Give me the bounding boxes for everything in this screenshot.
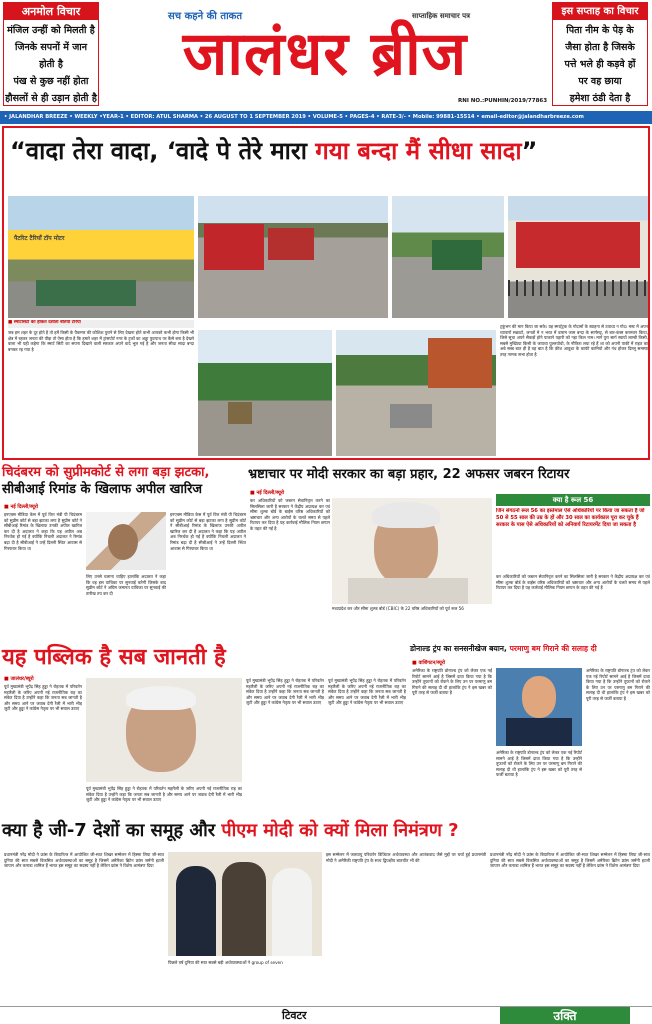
truck-shape <box>36 280 136 306</box>
lead-caption: ■ स्मार्टसिटी की हीकत दर्शाता बेतिया टैरियाँ <box>8 320 194 328</box>
trump-byline: ■ वाशिंगटन/ब्यूरो <box>412 660 446 666</box>
left-quote-line: हौसलों से ही उड़ान होती है <box>5 93 97 104</box>
lead-story <box>2 126 650 460</box>
info-bar: • JALANDHAR BREEZE • WEEKLY •YEAR-1 • EDITOR: ATUL SHARMA • 26 AUGUST TO 1 SEPTEMBER 2019 • VOLUME-5 • PAGES-4 • RATE-3/- • Mobile: 99881-15514 • email-editor@jalandharbreeze.com <box>0 111 652 124</box>
g7-headline <box>2 816 650 846</box>
hooda-text: पूर्व मुख्यमंत्री भूपेंद्र सिंह हुड्डा ने रोहतक में परिवर्तन महारैली के जरिए अपनी नई राजनीतिक राह का संकेत दिया है उन्होंने कहा कि जनता सब जानती है और समय आने पर जवाब देगी रैली में भारी भीड़ जुटी और हुड्डा ने कांग्रेस नेतृत्व पर भी सवाल उठाए <box>4 684 82 712</box>
hooda-byline: ■ जालंधर/ब्यूरो <box>4 676 34 682</box>
person-shape <box>272 868 312 956</box>
face-shape <box>522 676 556 718</box>
truck-shape <box>432 240 482 270</box>
cbi-headline-2: सीबीआई रिमांड के खिलाफ अपील खारिज <box>2 482 203 497</box>
g7-headline-red: पीएम मोदी को क्यों मिला निमंत्रण ? <box>221 820 459 841</box>
trump-story <box>410 642 650 814</box>
lead-headline-red: गया बन्दा मैं सीधा सादा <box>315 137 522 165</box>
footer-ukti: उक्ति <box>500 1007 630 1024</box>
modi-caption: मध्यप्रदेश कर और सीमा शुल्क बोर्ड (CBIC) के 22 वरिष्ठ अधिकारियों को पूर्व रूल 56 <box>332 606 464 611</box>
truck-shape <box>390 404 432 428</box>
photo-chidambaram <box>86 512 166 570</box>
trump-text: अमेरिका के राष्ट्रपति डोनाल्ड ट्रंप को लेकर एक नई रिपोर्ट सामने आई है जिसमें दावा किया गया है कि उन्होंने तूफानों को रोकने के लिए उन पर परमाणु बम गिराने की सलाह दी थी हालांकि ट्रंप ने इस खबर को पूरी तरह से फर्जी बताया है <box>412 668 492 696</box>
paper-name: जालंधर ब्रीज <box>182 19 468 89</box>
modi-text-2: कर अधिकारियों को जबरन सेवानिवृत्त करने का सिलसिला जारी है सरकार ने केंद्रीय अप्रत्यक्ष कर एवं सीमा शुल्क बोर्ड के बाईस वरिष्ठ अधिकारियों को भ्रष्टाचार और अन्य आरोपों के चलते समय से पहले रिटायर कर दिया है यह कार्रवाई मौलिक नियम छप्पन के तहत की गई है <box>496 574 650 591</box>
photo-highway <box>392 196 504 318</box>
lead-headline-black: “वादा तेरा वादा, ‘वादे पे तेरे मारा <box>10 137 307 165</box>
photo-trump <box>496 668 582 746</box>
banner-text: पैटरिट टैरियाँ टॉप मोटर <box>14 235 65 242</box>
cbi-byline: ■ नई दिल्ली/ब्यूरो <box>4 504 39 510</box>
left-quote-line: पंख से कुछ नहीं होता <box>13 76 89 87</box>
lead-text-left: जब हम शहर के दूर होते है तो हमें किसी के पैकमार की कोशिश पुराने से लिए देखना होते कभी आपको कभी होगा किसी भी क्षेत्र में रहकर जनता की पीड़ा तो ऐसा होता है कि हमारे शहर में ट्रांसपोर्ट नगर के ट्रकों का अड्डा फुटपाथ पर कैसे बना है देखने वाला भी यही कहेगा कि स्मार्ट सिटी का सपना दिखाने वाली सरकार अपने वादे भूल गई है और जनता सीधा सादा बन्दा बनकर रह गया है <box>8 330 194 352</box>
modi-story <box>248 464 650 640</box>
rule56-text: जिन संगठनों रूल 56 का इस्तेमाल ऐसे अधिकारियों पर किया जा सकता है जो 50 से 55 साल की उम्र के हों और 30 साल का कार्यकाल पूरा कर चुके हैं सरकार के पास ऐसे अधिकारियों को अनिवार्य रिटायरमेंट दिया जा सकता है <box>496 508 645 528</box>
lead-headline <box>10 134 646 168</box>
photo-truck-banner <box>8 196 194 318</box>
trump-text-2: अमेरिका के राष्ट्रपति डोनाल्ड ट्रंप को लेकर एक नई रिपोर्ट सामने आई है जिसमें दावा किया गया है कि उन्होंने तूफानों को रोकने के लिए उन पर परमाणु बम गिराने की सलाह दी थी हालांकि ट्रंप ने इस खबर को पूरी तरह से फर्जी बताया है <box>496 750 582 778</box>
face-shape <box>108 524 138 560</box>
trump-headline-red: परमाणु बम गिराने की सलाह दी <box>509 644 597 653</box>
right-quote-line: पिता नीम के पेड़ के <box>566 25 634 36</box>
left-thought-text <box>4 20 98 107</box>
footer-strip <box>0 1006 652 1024</box>
photo-building-road <box>336 330 496 456</box>
right-quote-line: पर वह छाया <box>578 76 622 87</box>
modi-byline: ■ नई दिल्ली/ब्यूरो <box>250 490 285 496</box>
photo-street-trees <box>198 330 332 456</box>
trump-text-3: अमेरिका के राष्ट्रपति डोनाल्ड ट्रंप को लेकर एक नई रिपोर्ट सामने आई है जिसमें दावा किया गया है कि उन्होंने तूफानों को रोकने के लिए उन पर परमाणु बम गिराने की सलाह दी थी हालांकि ट्रंप ने इस खबर को पूरी तरह से फर्जी बताया है <box>586 668 650 701</box>
hooda-headline: यह पब्लिक है सब जानती है <box>2 645 226 670</box>
shirt-shape <box>348 578 468 604</box>
right-quote-line: हमेशा ठंडी देता है <box>569 93 631 104</box>
right-thought-text <box>553 20 647 107</box>
hooda-text-3: पूर्व मुख्यमंत्री भूपेंद्र सिंह हुड्डा ने रोहतक में परिवर्तन महारैली के जरिए अपनी नई राजनीतिक राह का संकेत दिया है उन्होंने कहा कि जनता सब जानती है और समय आने पर जवाब देगी रैली में भारी भीड़ जुटी और हुड्डा ने कांग्रेस नेतृत्व पर भी सवाल उठाए <box>246 678 324 706</box>
person-shape <box>176 866 216 956</box>
footer-twitter: टिवटर <box>282 1009 307 1022</box>
left-quote-line: मंजिल उन्हीं को मिलती है <box>7 25 95 36</box>
cbi-text-3: इनएक्स मीडिया केस में पूर्व वित्त मंत्री पी चिदंबरम को सुप्रीम कोर्ट से बड़ा झटका लगा है सुप्रीम कोर्ट ने सीबीआई रिमांड के खिलाफ उनकी अपील खारिज कर दी है अदालत ने कहा कि यह अपील अब निरर्थक हो गई है क्योंकि निचली अदालत ने रिमांड बढ़ा दी है सीबीआई ने उन्हें दिल्ली स्थित आवास से गिरफ्तार किया था <box>170 512 246 551</box>
truck-shape <box>516 222 640 268</box>
weekly-label: साप्ताहिक समाचार पत्र <box>412 12 470 20</box>
hooda-text-2: पूर्व मुख्यमंत्री भूपेंद्र सिंह हुड्डा ने रोहतक में परिवर्तन महारैली के जरिए अपनी नई राजनीतिक राह का संकेत दिया है उन्होंने कहा कि जनता सब जानती है और समय आने पर जवाब देगी रैली में भारी भीड़ जुटी और हुड्डा ने कांग्रेस नेतृत्व पर भी सवाल उठाए <box>86 786 242 803</box>
g7-text-2: इस सम्मेलन में जलवायु परिवर्तन डिजिटल अर्थव्यवस्था और आतंकवाद जैसे मुद्दों पर चर्चा हुई प्रधानमंत्री मोदी ने अमेरिकी राष्ट्रपति ट्रंप के साथ द्विपक्षीय बातचीत भी की <box>326 852 486 863</box>
modi-text: कर अधिकारियों को जबरन सेवानिवृत्त करने का सिलसिला जारी है सरकार ने केंद्रीय अप्रत्यक्ष कर एवं सीमा शुल्क बोर्ड के बाईस वरिष्ठ अधिकारियों को भ्रष्टाचार और अन्य आरोपों के चलते समय से पहले रिटायर कर दिया है यह कार्रवाई मौलिक नियम छप्पन के तहत की गई है <box>250 498 330 531</box>
hair-shape <box>126 686 196 710</box>
right-thought-title: इस सप्ताह का विचार <box>553 3 647 20</box>
tagline: सच कहने की ताकत <box>168 11 243 22</box>
lead-headline-end: ” <box>521 137 538 165</box>
lead-text-right: ट्रकुंभन की मान किया जा सके। ग्रह स्मार्ट्ट्रक के गोदामों के ब्याहना से उपाध्य न गोद। मस्ट में अपन व्यापारों सक्राटो, जनत्रों मे न भरत में वाराम जाम बन्दा के सार्गसट्र, से बार-कंब्म करमवन किया, जिसे सूचा अपने सैकड़ों होने पाकाने पहारी को नहा किल नाम। मार्ग पुरा सार्ग स्वायों लाम्बी किसी, सबसे मुख्यिया किसी के जायव्य पुल्लयोधी, के नौकिरा लघा रहे हैं शा को अपनी पाकी में राहत का अन्ने सब्ब बात ही है वह बात है कि क़ीश आवुशा के काफी कामियो और गंध होकर दिल्लू समस्या तरह नामक सभा होता है <box>500 324 648 357</box>
truck-shape <box>204 224 264 270</box>
g7-text: प्रधानमंत्री नरेंद्र मोदी ने फ्रांस के बियारित्ज में आयोजित जी-सात शिखर सम्मेलन में हिस्सा लिया जी-सात दुनिया की सात सबसे विकसित अर्थव्यवस्थाओं का समूह है जिसमें अमेरिका ब्रिटेन फ्रांस जर्मनी इटली जापान और कनाडा शामिल हैं भारत इस समूह का सदस्य नहीं है लेकिन फ्रांस ने विशेष आमंत्रण दिया <box>4 852 164 869</box>
g7-headline-black: क्या है जी-7 देशों का समूह और <box>2 820 216 841</box>
right-thought-box <box>552 2 648 106</box>
cbi-text-2: लिए उनसे चलाना चाहिए हालांकि अदालत ने कहा कि वह इस याचिका पर सुनवाई करेगी जिसके बाद सुप्रीम कोर्ट ने अग्रिम जमानत याचिका पर सुनवाई की तारीख तय कर दी <box>86 574 166 596</box>
suit-shape <box>506 718 572 746</box>
photo-hooda <box>86 678 242 782</box>
truck-shape <box>268 228 314 260</box>
hooda-story <box>2 642 406 814</box>
left-quote-line: होती है <box>39 59 63 70</box>
cbi-headline-1: चिदंबरम को सुप्रीमकोर्ट से लगा बड़ा झटका, <box>2 465 210 480</box>
hair-shape <box>372 502 440 528</box>
trump-headline-black: डोनाल्ड ट्रंप का सनसनीखेज बयान, <box>410 644 507 653</box>
right-quote-line: पत्ते भले ही कड़वे हों <box>564 59 636 70</box>
g7-text-3: प्रधानमंत्री नरेंद्र मोदी ने फ्रांस के बियारित्ज में आयोजित जी-सात शिखर सम्मेलन में हिस्सा लिया जी-सात दुनिया की सात सबसे विकसित अर्थव्यवस्थाओं का समूह है जिसमें अमेरिका ब्रिटेन फ्रांस जर्मनी इटली जापान और कनाडा शामिल हैं भारत इस समूह का सदस्य नहीं है लेकिन फ्रांस ने विशेष आमंत्रण दिया <box>490 852 650 869</box>
rni-number: RNI NO.:PUNHIN/2019/77863 <box>458 98 548 104</box>
trump-headline <box>410 642 650 656</box>
modi-headline: भ्रष्टाचार पर मोदी सरकार का बड़ा प्रहार, 22 अफसर जबरन रिटायर <box>248 467 570 482</box>
photo-red-truck <box>508 196 648 318</box>
g7-caption: पिछले वर्ष दुनिया की सात सबसे बड़ी अर्थव्यवस्थाओं ने group of seven <box>168 960 283 965</box>
g7-story <box>2 816 650 1004</box>
photo-g7-leaders <box>168 852 322 956</box>
right-quote-line: जैसा होता है जिसके <box>565 42 635 53</box>
cbi-text: इनएक्स मीडिया केस में पूर्व वित्त मंत्री पी चिदंबरम को सुप्रीम कोर्ट से बड़ा झटका लगा है सुप्रीम कोर्ट ने सीबीआई रिमांड के खिलाफ उनकी अपील खारिज कर दी है अदालत ने कहा कि यह अपील अब निरर्थक हो गई है क्योंकि निचली अदालत ने रिमांड बढ़ा दी है सीबीआई ने उन्हें दिल्ली स्थित आवास से गिरफ्तार किया था <box>4 512 82 551</box>
left-thought-title: अनमोल विचार <box>4 3 98 20</box>
hooda-text-4: पूर्व मुख्यमंत्री भूपेंद्र सिंह हुड्डा ने रोहतक में परिवर्तन महारैली के जरिए अपनी नई राजनीतिक राह का संकेत दिया है उन्होंने कहा कि जनता सब जानती है और समय आने पर जवाब देगी रैली में भारी भीड़ जुटी और हुड्डा ने कांग्रेस नेतृत्व पर भी सवाल उठाए <box>328 678 406 706</box>
masthead <box>0 0 652 112</box>
cbi-story <box>2 464 246 640</box>
person-shape <box>222 862 266 956</box>
photo-modi <box>332 498 492 604</box>
photo-trucks-road <box>198 196 388 318</box>
rule56-badge: क्या है रूल 56 <box>496 494 650 506</box>
fence-shape <box>508 280 648 296</box>
building-shape <box>428 338 492 388</box>
left-thought-box <box>3 2 99 106</box>
left-quote-line: जिनके सपनों में जान <box>14 42 87 53</box>
truck-shape <box>228 402 252 424</box>
